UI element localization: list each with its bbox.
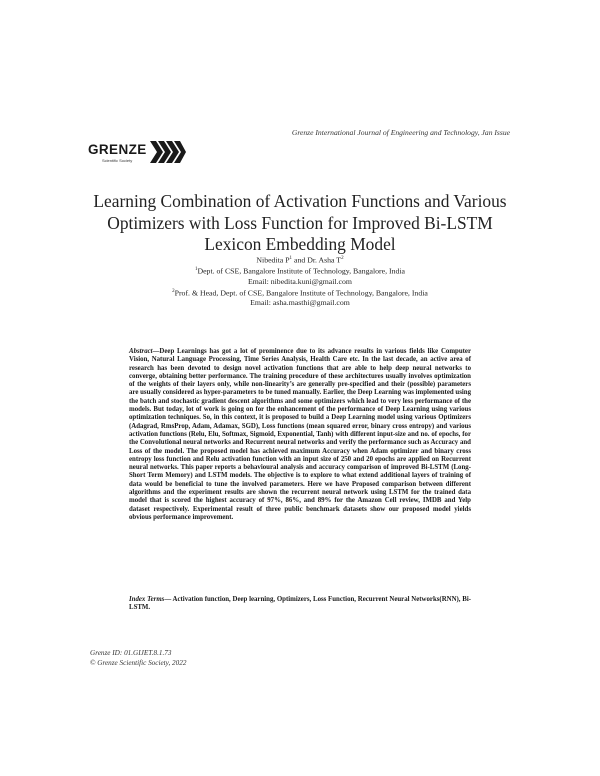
logo-subtitle: Scientific Society <box>102 158 133 163</box>
logo-text: GRENZE <box>88 142 147 157</box>
index-terms-text: — Activation function, Deep learning, Optimizers, Loss Function, Recurrent Neural Networks(RNN), Bi-LSTM. <box>129 596 471 612</box>
footer <box>90 649 186 668</box>
grenze-logo <box>88 138 188 168</box>
abstract-label: Abstract <box>129 348 153 355</box>
affiliation-2: $^2$Prof. & Head, Dept. of CSE, Bangalore Institute of Technology, Bangalore, India <box>172 288 428 298</box>
author-block <box>90 254 510 308</box>
affiliation-1: $^1$Dept. of CSE, Bangalore Institute of Technology, Bangalore, India <box>194 266 406 276</box>
author-1-sup: 1 <box>289 256 293 261</box>
author-and: and <box>292 255 308 265</box>
index-terms-label: Index Terms <box>129 596 165 603</box>
author-2: Dr. Asha T <box>307 255 342 265</box>
chevron-arrows-icon <box>150 141 186 163</box>
author-1: Nibedita P <box>256 255 290 265</box>
index-terms <box>129 596 471 613</box>
paper-title: Learning Combination of Activation Functions and Various Optimizers with Loss Function for Improved Bi-LSTM Lexicon Embedding Model <box>93 191 507 254</box>
abstract <box>129 348 471 522</box>
copyright: © Grenze Scientific Society, 2022 <box>90 658 187 667</box>
author-line <box>90 254 510 265</box>
abstract-text: —Deep Learnings has got a lot of prominence due to its advance results in various fields like Computer Vision, Natural Language Processing, Time Series Analysis, Health Care etc. In the last decade, an active area of research has been devoted to design novel activation functions that are able to help deep neural networks to converge, obtaining better performance. The training procedure of these architectures usually involves optimization of the weights of their layers only, while non-linearity’s are generally pre-specified and their (possible) parameters are usually considered as hyper-parameters to be tuned manually. Earlier, the Deep Learning was implemented using the batch and stochastic gradient descent algorithms and some optimizers which lead to very less performance of the models. But today, lot of work is going on for the enhancement of the performance of Deep Learning using various optimization techniques. So, in this context, it is proposed to build a Deep Learning model using various Optimizers (Adagrad, RmsProp, Adam, Adamax, SGD), Loss functions (mean squared error, binary cross entropy) and various activation functions (Relu, Elu, Softmax, Sigmoid, Exponential, Tanh) with different input-size and no. of epochs, for the Convolutional neural networks and Recurrent neural networks and verify the performance such as Accuracy and Loss of the model. The proposed model has achieved maximum Accuracy when Adam optimizer and binary cross entropy loss function and Relu activation function with an input size of 250 and 20 epochs are applied on Recurrent neural networks. This paper reports a behavioural analysis and accuracy comparison of improved Bi-LSTM (Long-Short Term Memory) and LSTM models. The objective is to explore to what extend additional layers of training of data would be beneficial to tune the involved parameters. Here we have Proposed comparison between different algorithms and the experiment results are shown the recurrent neural network using LSTM for the trained data model that is scored the highest accuracy of 97%, 86%, and 89% for the Amazon Cell review, IMDB and Yelp dataset respectively. Experimental result of three public benchmark datasets show our proposed model yields obvious performance improvement. <box>129 348 471 521</box>
email-2: Email: asha.masthi@gmail.com <box>250 297 350 307</box>
email-1: Email: nibedita.kuni@gmail.com <box>248 276 352 286</box>
author-2-sup: 2 <box>341 256 344 261</box>
journal-name: Grenze International Journal of Engineering and Technology, Jan Issue <box>291 128 510 137</box>
grenze-id: Grenze ID: 01.GIJET.8.1.73 <box>90 649 172 657</box>
